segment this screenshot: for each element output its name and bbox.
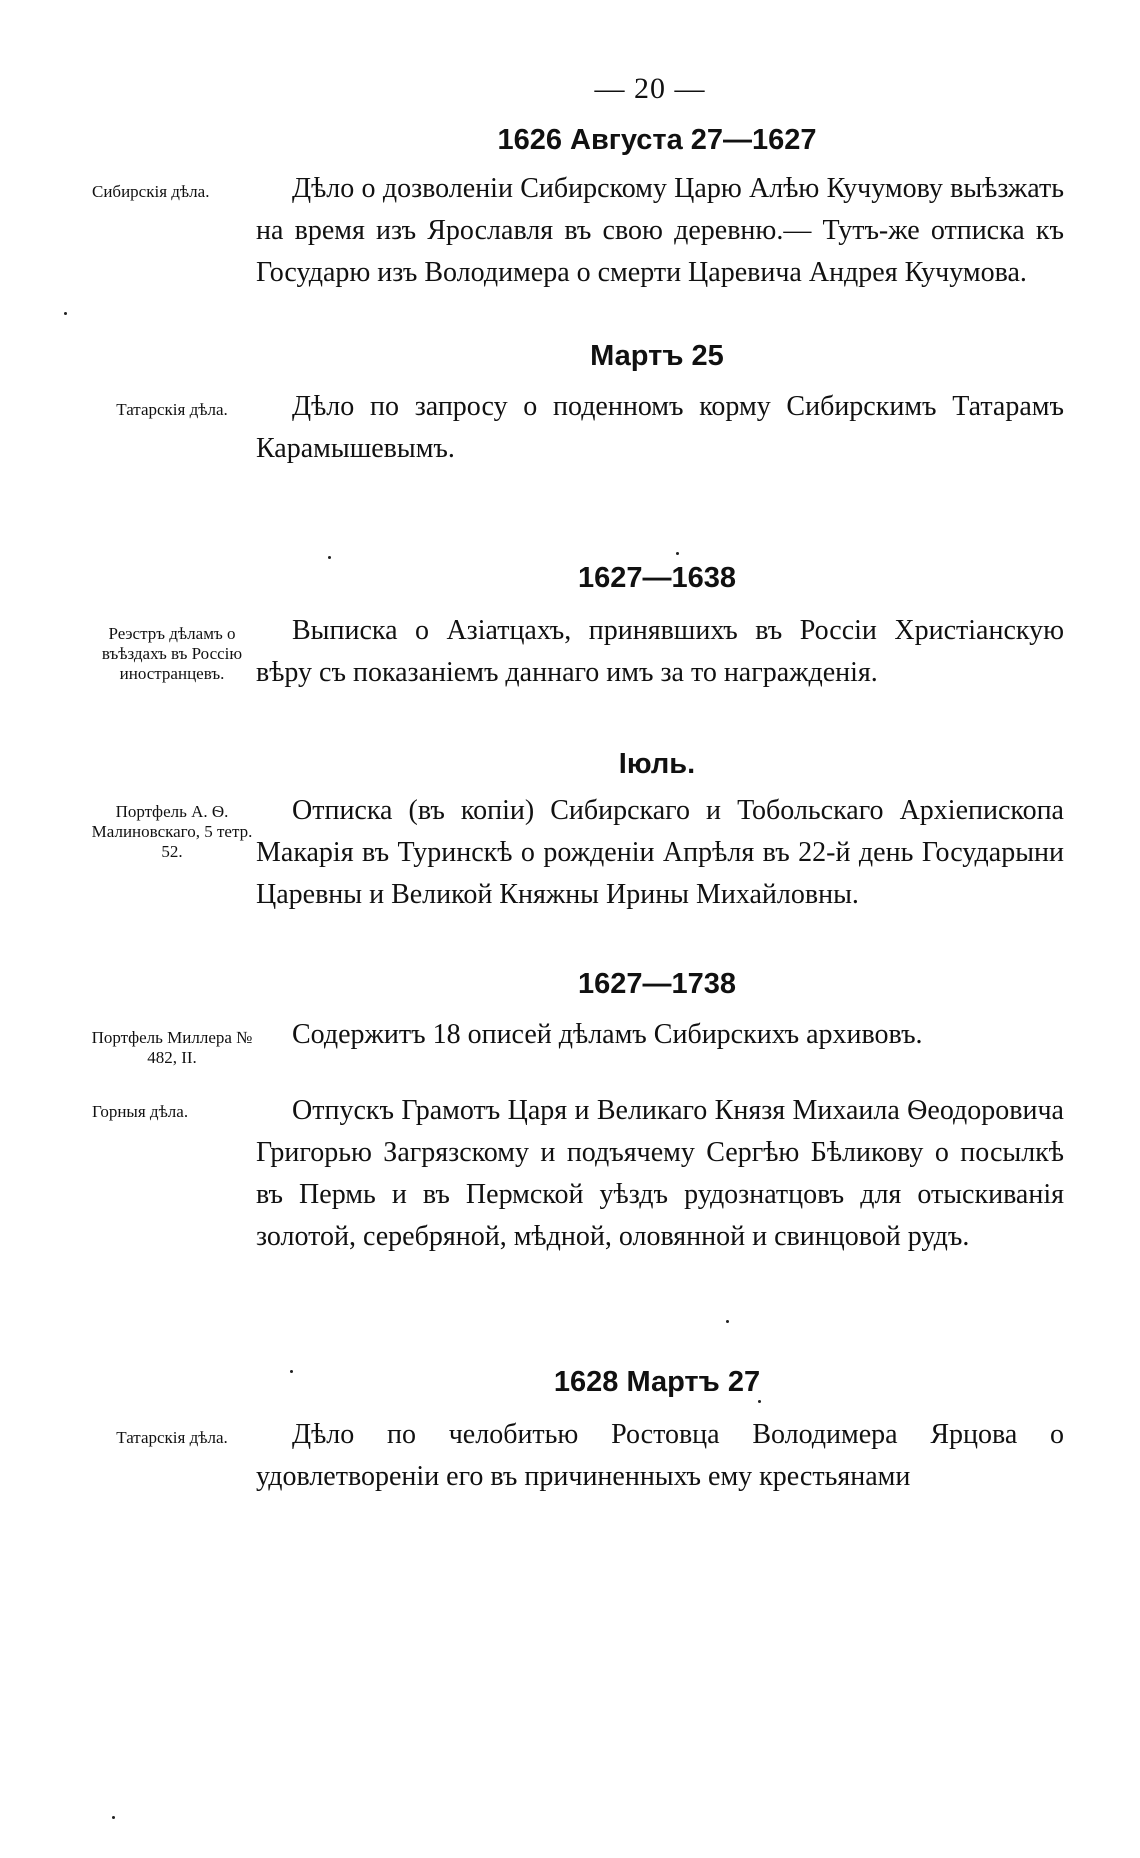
section-heading: 1628 Мартъ 27	[553, 1366, 761, 1398]
entry-text: Содержитъ 18 описей дѣламъ Сибирскихъ архивовъ.	[292, 1019, 923, 1050]
section-heading: Мартъ 25	[590, 340, 724, 372]
margin-note: Татарскія дѣла.	[116, 400, 228, 419]
scan-speck	[676, 552, 679, 555]
section-heading: 1627—1638	[577, 562, 737, 594]
margin-note: Татарскія дѣла.	[116, 1428, 228, 1447]
scan-speck	[726, 1320, 729, 1323]
section-heading: 1626 Августа 27—1627	[497, 124, 817, 156]
section-heading: 1627—1738	[577, 968, 737, 1000]
entry-text: Отпускъ Грамотъ Царя и Великаго Князя Михаила Ѳеодоровича Григорью Загрязскому и подъячему Сергѣю Бѣликову о посылкѣ въ Пермь и въ Пермской уѣздъ рудознатцовъ для отыскиванія золотой, серебряной, мѣдной, оловянной и свинцовой рудъ.	[256, 1095, 1064, 1252]
margin-note: Реэстръ дѣламъ о въѣздахъ въ Россію иностранцевъ.	[101, 624, 243, 683]
entry-text: Дѣло о дозволеніи Сибирскому Царю Алѣю Кучумову выѣзжать на время изъ Ярославля въ свою деревню.— Тутъ-же отписка къ Государю изъ Володимера о смерти Царевича Андрея Кучумова.	[256, 173, 1064, 288]
margin-note: Портфель Миллера № 482, II.	[91, 1028, 253, 1067]
margin-note: Портфель А. Ѳ. Малиновскаго, 5 тетр. 52.	[91, 802, 253, 861]
page-number: — 20 —	[594, 72, 706, 105]
entry-text: Дѣло по запросу о поденномъ корму Сибирскимъ Татарамъ Карамышевымъ.	[256, 391, 1064, 464]
section-heading: Іюль.	[618, 748, 696, 780]
scan-speck	[112, 1816, 115, 1819]
scan-speck	[290, 1370, 293, 1373]
scan-speck	[64, 312, 67, 315]
scan-speck	[758, 1400, 761, 1403]
scan-speck	[328, 556, 331, 559]
entry-text: Дѣло по челобитью Ростовца Володимера Ярцова о удовлетвореніи его въ причиненныхъ ему крестьянами	[256, 1419, 1064, 1492]
entry-text: Выписка о Азіатцахъ, принявшихъ въ Россіи Христіанскую вѣру съ показаніемъ даннаго имъ за то награжденія.	[256, 615, 1064, 688]
margin-note: Горныя дѣла.	[92, 1102, 189, 1121]
margin-note: Сибирскія дѣла.	[92, 182, 210, 201]
entry-text: Отписка (въ копіи) Сибирскаго и Тобольскаго Архіепископа Макарія въ Туринскѣ о рожденіи Апрѣля въ 22-й день Государыни Царевны и Великой Княжны Ирины Михайловны.	[256, 795, 1064, 910]
